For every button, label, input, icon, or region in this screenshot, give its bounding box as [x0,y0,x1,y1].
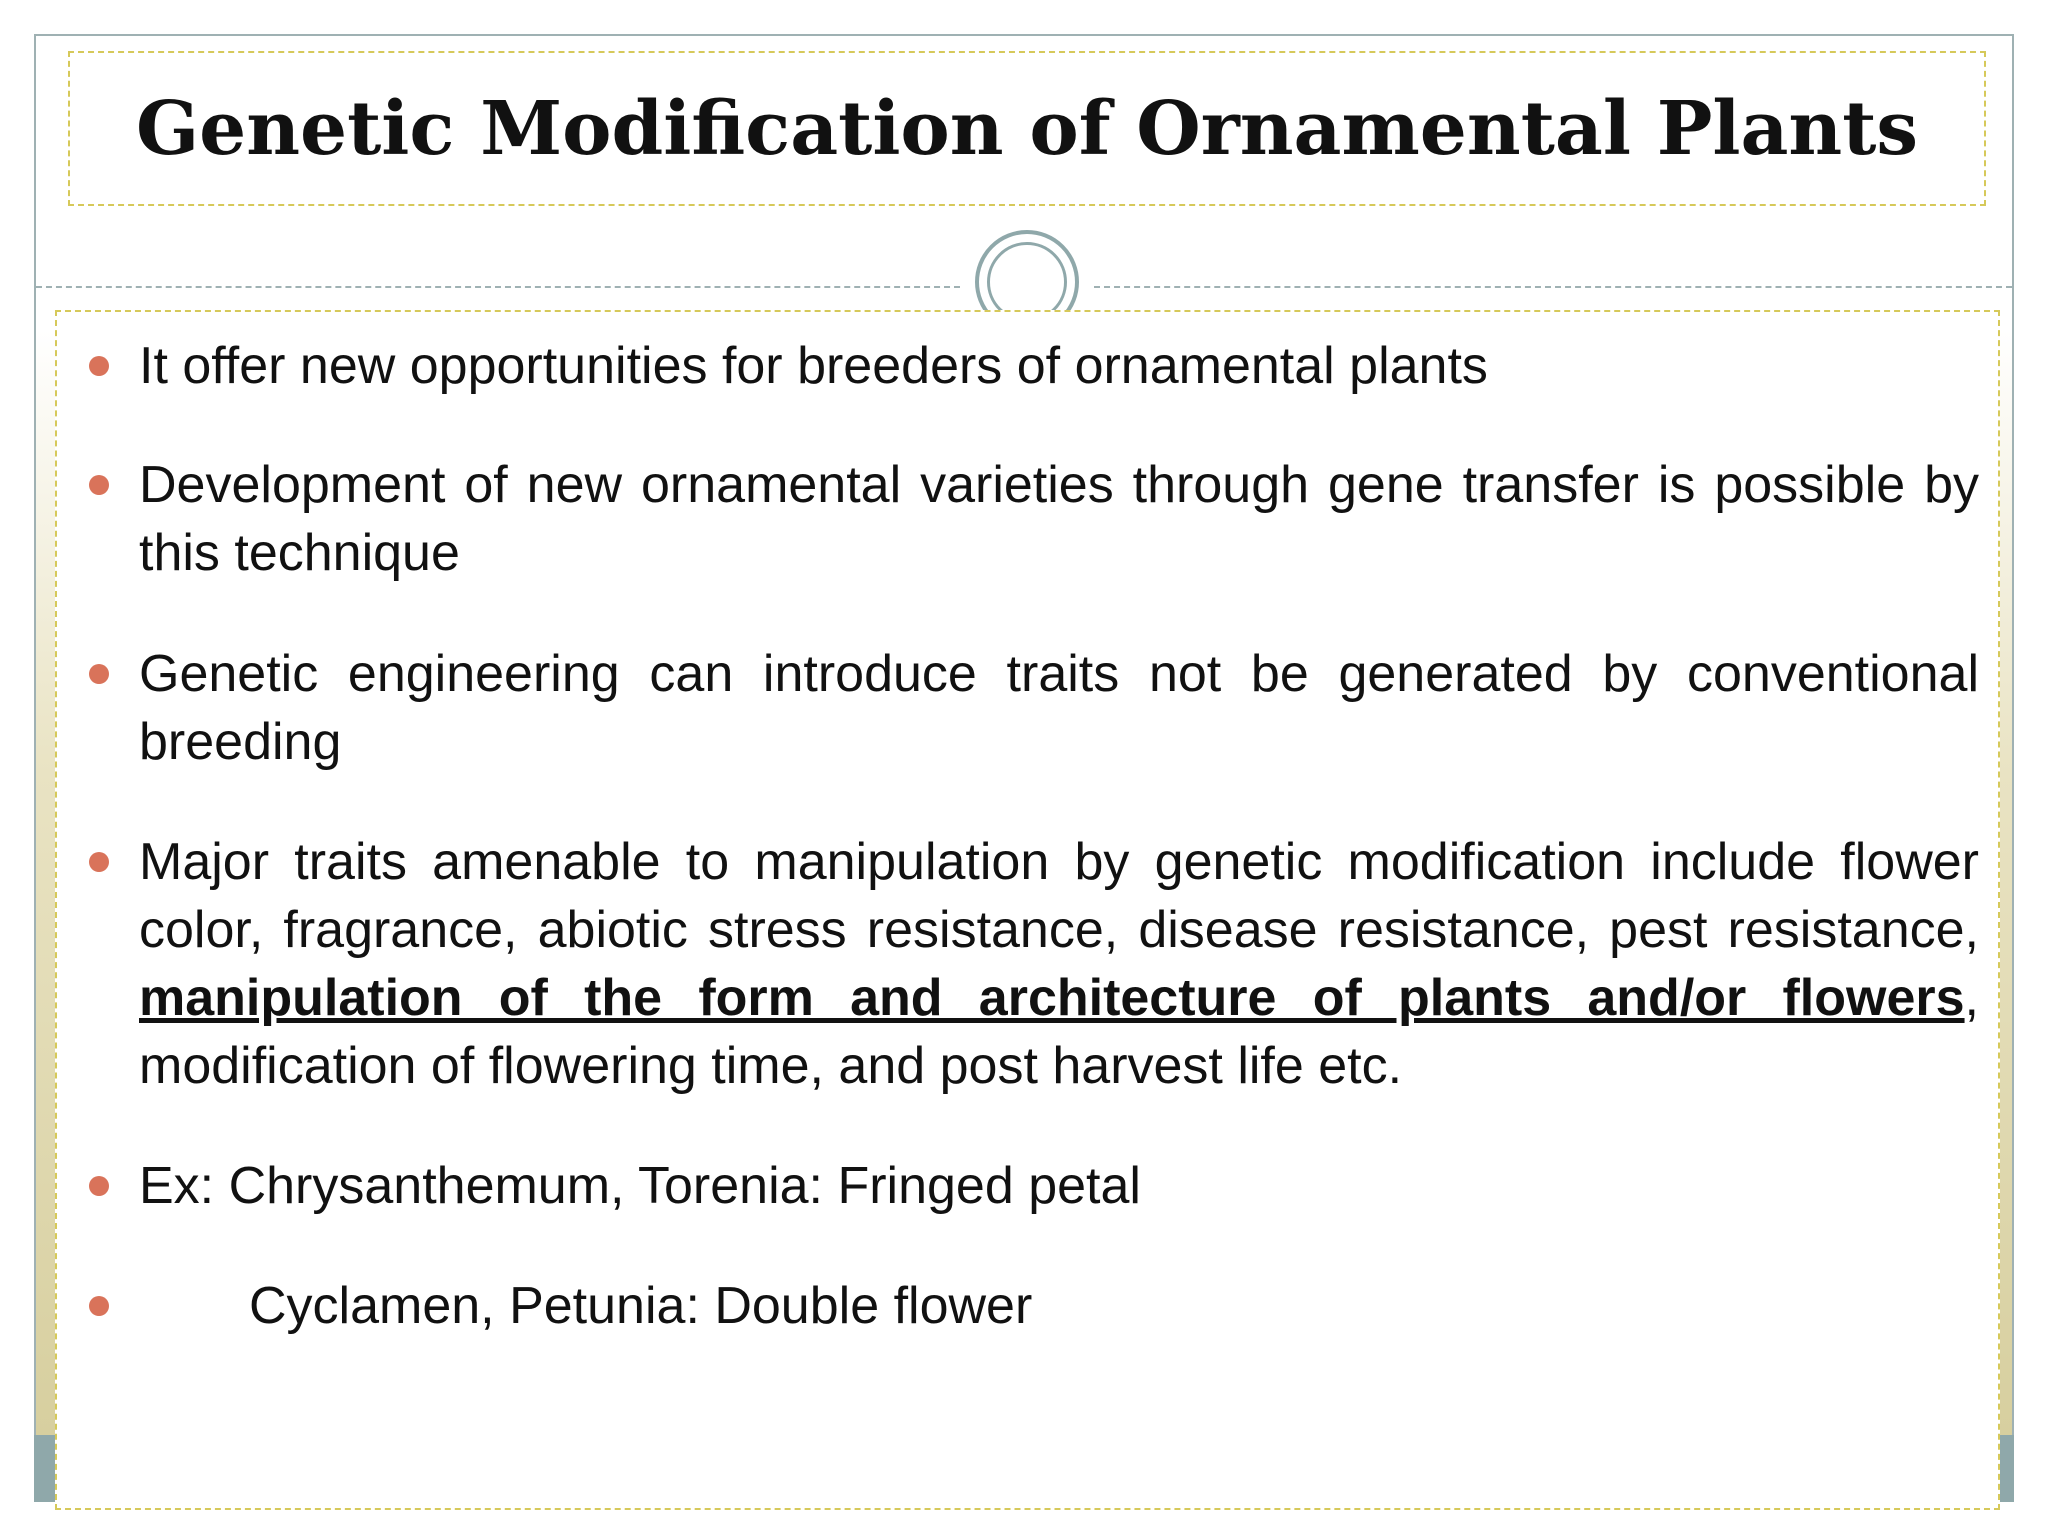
bullet-text: It offer new opportunities for breeders of ornamental plants [139,337,1488,395]
content-box [55,310,2000,1510]
bullet-text: Development of new ornamental varieties through gene transfer is possible by this technique [139,456,1979,582]
bullet-item [139,332,1979,400]
divider-line-right [1094,286,2012,288]
bullet-dot-icon [89,356,109,376]
bullet-text: Cyclamen, Petunia: Double flower [249,1277,1033,1335]
bullet-text: Ex: Chrysanthemum, Torenia: Fringed petal [139,1157,1141,1215]
bullet-item [139,1272,1979,1340]
bullet-item [139,828,1979,1100]
bullet-item [139,640,1979,776]
bullet-text-part: Major traits amenable to manipulation by genetic modification include flower color, fragrance, abiotic stress resistance, disease resistance, pest resistance, [139,833,1979,959]
bullet-dot-icon [89,1176,109,1196]
bullet-text-part: , modification of flowering time, and post harvest life etc. [139,969,1979,1095]
title-box [68,51,1986,206]
left-side-gradient [36,330,56,1435]
bullet-dot-icon [89,1296,109,1316]
bullet-text-emphasis: manipulation of the form and architecture of plants and/or flowers [139,969,1965,1027]
bullet-text: Genetic engineering can introduce traits not be generated by conventional breeding [139,645,1979,771]
bullet-item [139,1152,1979,1220]
bullet-dot-icon [89,475,109,495]
bullet-dot-icon [89,852,109,872]
slide-title: Genetic Modification of Ornamental Plants [135,85,1919,172]
divider-line-left [36,286,960,288]
bullet-item [139,451,1979,587]
bullet-dot-icon [89,664,109,684]
